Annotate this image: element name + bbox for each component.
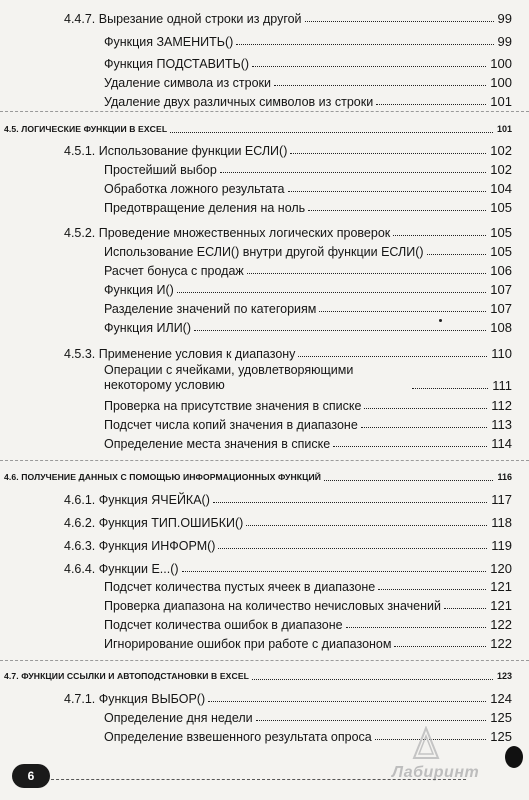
toc-entry xyxy=(64,8,512,26)
toc-entry-page: 107 xyxy=(490,282,512,297)
toc-entry xyxy=(104,53,512,71)
toc-entry-page: 116 xyxy=(497,472,512,482)
toc-entry xyxy=(104,414,512,432)
dot-leader xyxy=(346,627,487,628)
toc-entry xyxy=(104,433,512,451)
toc-entry-page: 100 xyxy=(490,75,512,90)
toc-entry-page: 119 xyxy=(491,538,512,553)
page-number-badge: 6 xyxy=(12,764,50,788)
dot-leader xyxy=(361,427,487,428)
toc-entry xyxy=(104,633,512,651)
toc-entry-page: 124 xyxy=(490,691,512,706)
dot-leader xyxy=(288,191,487,192)
toc-entry xyxy=(104,595,512,613)
toc-section-heading xyxy=(4,118,512,136)
dot-leader xyxy=(319,311,486,312)
toc-entry xyxy=(104,395,512,413)
toc-entry xyxy=(64,222,512,240)
toc-entry-page: 104 xyxy=(490,181,512,196)
toc-entry-title: Функция И() xyxy=(104,283,174,297)
toc-entry-page: 118 xyxy=(491,515,512,530)
dot-leader xyxy=(182,571,487,572)
toc-entry-page: 122 xyxy=(490,636,512,651)
toc-entry-title: Функция ЗАМЕНИТЬ() xyxy=(104,35,234,49)
toc-entry-page: 123 xyxy=(496,671,512,681)
toc-entry xyxy=(64,489,512,507)
toc-entry xyxy=(104,197,512,215)
dot-leader xyxy=(376,104,486,105)
toc-entry-page: 125 xyxy=(490,729,512,744)
toc-entry-page: 101 xyxy=(490,94,512,109)
toc-entry xyxy=(104,726,512,744)
toc-entry xyxy=(64,140,512,158)
toc-entry-title: Функция ИЛИ() xyxy=(104,321,192,335)
section-separator xyxy=(0,111,529,112)
labirint-logo-icon xyxy=(412,726,440,760)
dot-leader xyxy=(393,235,486,236)
toc-entry xyxy=(104,260,512,278)
dot-leader xyxy=(247,273,487,274)
toc-entry-title: Удаление символа из строки xyxy=(104,76,272,90)
toc-entry-page: 107 xyxy=(490,301,512,316)
dot-leader xyxy=(364,408,487,409)
toc-entry-title: Проверка диапазона на количество нечисловых значений xyxy=(104,599,441,613)
toc-entry-title: Предотвращение деления на ноль xyxy=(104,201,306,215)
toc-entry-title: Подсчет количества пустых ячеек в диапазоне xyxy=(104,580,376,594)
toc-entry-title: 4.4.7. Вырезание одной строки из другой xyxy=(64,12,302,26)
toc-entry xyxy=(104,279,512,297)
dot-leader xyxy=(308,210,486,211)
toc-entry-title: 4.6.4. Функции Е...() xyxy=(64,562,179,576)
toc-entry-page: 99 xyxy=(497,34,512,49)
dot-leader xyxy=(378,589,486,590)
dot-leader xyxy=(252,679,493,680)
toc-entry-page: 108 xyxy=(490,320,512,335)
section-separator xyxy=(0,660,529,661)
toc-entry-page: 112 xyxy=(491,398,512,413)
toc-entry xyxy=(104,298,512,316)
toc-entry xyxy=(104,576,512,594)
toc-entry-title: Определение взвешенного результата опроса xyxy=(104,730,372,744)
toc-entry xyxy=(64,535,512,553)
toc-entry-title: 4.5. ЛОГИЧЕСКИЕ ФУНКЦИИ В EXCEL xyxy=(4,124,168,134)
toc-entry-title: 4.5.1. Использование функции ЕСЛИ() xyxy=(64,144,288,158)
toc-entry-page: 102 xyxy=(490,162,512,177)
toc-entry-title: 4.7.1. Функция ВЫБОР() xyxy=(64,692,206,706)
toc-entry-title: Определение дня недели xyxy=(104,711,253,725)
black-dot-mark xyxy=(505,746,523,768)
dot-leader xyxy=(394,646,486,647)
dot-leader xyxy=(246,525,487,526)
toc-entry-page: 111 xyxy=(492,378,512,393)
toc-entry-title: Определение места значения в списке xyxy=(104,437,331,451)
footer-dashed-rule xyxy=(46,779,466,780)
toc-entry-page: 125 xyxy=(490,710,512,725)
section-separator xyxy=(0,460,529,461)
toc-entry-title: Операции с ячейками, удовлетворяющими некоторому условию xyxy=(104,363,354,392)
dot-leader xyxy=(220,172,486,173)
toc-entry-page: 117 xyxy=(491,492,512,507)
toc-entry-title: Обработка ложного результата xyxy=(104,182,285,196)
toc-entry-title: Использование ЕСЛИ() внутри другой функции ЕСЛИ() xyxy=(104,245,424,259)
toc-entry-title: 4.5.3. Применение условия к диапазону xyxy=(64,347,296,361)
toc-entry-page: 121 xyxy=(490,598,512,613)
dot-leader xyxy=(252,66,486,67)
dot-leader xyxy=(290,153,486,154)
toc-entry xyxy=(104,707,512,725)
dot-leader xyxy=(324,480,493,481)
dot-leader xyxy=(274,85,486,86)
dot-leader xyxy=(177,292,486,293)
toc-entry-page: 110 xyxy=(491,346,512,361)
toc-section-heading xyxy=(4,665,512,683)
toc-entry-title: 4.5.2. Проведение множественных логических проверок xyxy=(64,226,391,240)
dot-leader xyxy=(427,254,487,255)
toc-entry-page: 121 xyxy=(490,579,512,594)
toc-entry-page: 102 xyxy=(490,143,512,158)
toc-entry-title: Подсчет количества ошибок в диапазоне xyxy=(104,618,343,632)
toc-entry xyxy=(104,317,512,335)
toc-entry xyxy=(64,688,512,706)
toc-entry xyxy=(104,31,512,49)
toc-entry-title: Удаление двух различных символов из строки xyxy=(104,95,374,109)
toc-entry-page: 114 xyxy=(491,436,512,451)
toc-entry-page: 100 xyxy=(490,56,512,71)
toc-entry-page: 105 xyxy=(490,200,512,215)
dot-leader xyxy=(305,21,494,22)
toc-entry-title: Расчет бонуса с продаж xyxy=(104,264,244,278)
dot-leader xyxy=(213,502,487,503)
toc-entry-title: 4.6. ПОЛУЧЕНИЕ ДАННЫХ С ПОМОЩЬЮ ИНФОРМАЦИОННЫХ ФУНКЦИЙ xyxy=(4,472,322,482)
toc-entry-title: Игнорирование ошибок при работе с диапазоном xyxy=(104,637,392,651)
toc-entry-page: 106 xyxy=(490,263,512,278)
dot-leader xyxy=(170,132,493,133)
toc-entry-page: 113 xyxy=(491,417,512,432)
toc-entry xyxy=(104,178,512,196)
toc-entry-title: Функция ПОДСТАВИТЬ() xyxy=(104,57,250,71)
toc-entry xyxy=(64,558,512,576)
dot-leader xyxy=(412,388,488,389)
print-speck xyxy=(439,319,442,322)
dot-leader xyxy=(208,701,486,702)
toc-entry-title: Проверка на присутствие значения в списке xyxy=(104,399,362,413)
toc-entry xyxy=(64,512,512,530)
toc-entry-title: 4.6.3. Функция ИНФОРМ() xyxy=(64,539,216,553)
dot-leader xyxy=(236,44,493,45)
toc-entry-title: 4.6.2. Функция ТИП.ОШИБКИ() xyxy=(64,516,244,530)
toc-entry-page: 105 xyxy=(490,225,512,240)
toc-entry-title: 4.7. ФУНКЦИИ ССЫЛКИ И АВТОПОДСТАНОВКИ В EXCEL xyxy=(4,671,250,681)
toc-entry-page: 122 xyxy=(490,617,512,632)
toc-entry-page: 101 xyxy=(496,124,512,134)
toc-entry xyxy=(64,343,512,361)
watermark-text: Лабиринт xyxy=(392,764,480,781)
dot-leader xyxy=(333,446,487,447)
toc-entry-title: 4.6.1. Функция ЯЧЕЙКА() xyxy=(64,493,210,507)
toc-entry xyxy=(104,91,512,109)
toc-entry xyxy=(104,159,512,177)
toc-entry-page: 99 xyxy=(497,11,512,26)
dot-leader xyxy=(256,720,487,721)
toc-entry xyxy=(104,72,512,90)
toc-entry xyxy=(104,363,512,393)
toc-entry xyxy=(104,614,512,632)
dot-leader xyxy=(444,608,486,609)
toc-entry xyxy=(104,241,512,259)
dot-leader xyxy=(194,330,486,331)
dot-leader xyxy=(298,356,487,357)
toc-entry-title: Разделение значений по категориям xyxy=(104,302,317,316)
toc-entry-page: 120 xyxy=(490,561,512,576)
toc-entry-page: 105 xyxy=(490,244,512,259)
toc-section-heading xyxy=(4,466,512,484)
dot-leader xyxy=(218,548,487,549)
toc-entry-title: Подсчет числа копий значения в диапазоне xyxy=(104,418,358,432)
toc-entry-title: Простейший выбор xyxy=(104,163,217,177)
